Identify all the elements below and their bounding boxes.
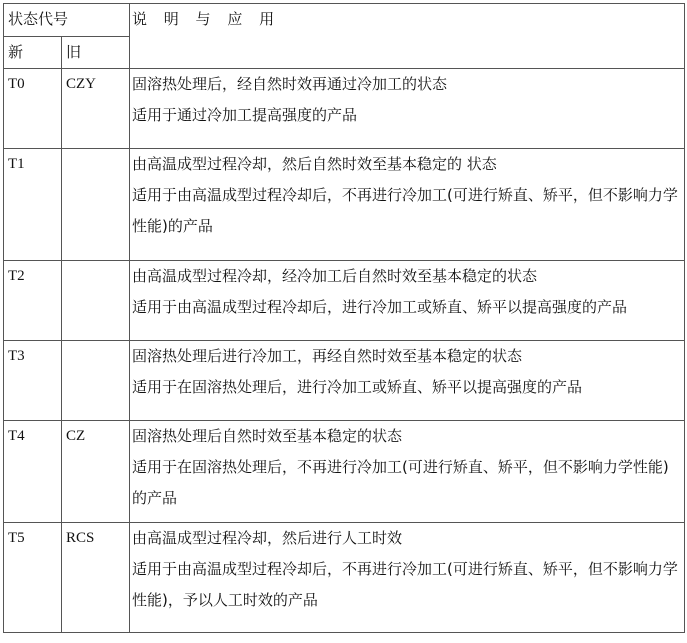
code-new: T3: [4, 341, 62, 421]
description-line-1: 由高温成型过程冷却，然后自然时效至基本稳定的 状态: [132, 155, 497, 173]
header-description-text: 说 明 与 应 用: [132, 10, 281, 28]
row-description: [130, 261, 685, 341]
row-description: [130, 69, 685, 149]
row-description: [130, 341, 685, 421]
description-line-2: 适用于在固溶热处理后，不再进行冷加工(可进行矫直、矫平，但不影响力学性能)的产品: [132, 458, 669, 507]
description-line-2: 适用于通过冷加工提高强度的产品: [132, 106, 358, 124]
description-line-1: 由高温成型过程冷却，然后进行人工时效: [132, 529, 403, 547]
code-new: T2: [4, 261, 62, 341]
table-row: [4, 421, 685, 523]
description-line-2: 适用于由高温成型过程冷却后，进行冷加工或矫直、矫平以提高强度的产品: [132, 298, 628, 316]
temper-designation-table: [3, 3, 685, 633]
description-line-2: 适用于在固溶热处理后，进行冷加工或矫直、矫平以提高强度的产品: [132, 378, 583, 396]
table-row: [4, 69, 685, 149]
table-row: [4, 149, 685, 261]
description-line-2: 适用于由高温成型过程冷却后，不再进行冷加工(可进行矫直、矫平，但不影响力学性能)的产品: [132, 186, 678, 235]
code-old: [62, 149, 130, 261]
code-old: [62, 341, 130, 421]
header-new: 新: [4, 37, 62, 69]
description-line-1: 固溶热处理后进行冷加工，再经自然时效至基本稳定的状态: [132, 347, 523, 365]
code-old: [62, 261, 130, 341]
table-row: [4, 261, 685, 341]
description-line-1: 由高温成型过程冷却，经冷加工后自然时效至基本稳定的状态: [132, 267, 538, 285]
code-new: T1: [4, 149, 62, 261]
header-description: [130, 4, 685, 69]
code-old: CZY: [62, 69, 130, 149]
code-new: T5: [4, 523, 62, 633]
code-old: RCS: [62, 523, 130, 633]
description-line-1: 固溶热处理后，经自然时效再通过冷加工的状态: [132, 75, 448, 93]
header-row-1: [4, 4, 685, 37]
header-status-code: 状态代号: [4, 4, 130, 37]
table-row: [4, 341, 685, 421]
description-line-2: 适用于由高温成型过程冷却后，不再进行冷加工(可进行矫直、矫平，但不影响力学性能)，予以人工时效的产品: [132, 560, 678, 609]
header-old: 旧: [62, 37, 130, 69]
row-description: [130, 421, 685, 523]
code-old: CZ: [62, 421, 130, 523]
description-line-1: 固溶热处理后自然时效至基本稳定的状态: [132, 427, 403, 445]
code-new: T0: [4, 69, 62, 149]
table-row: [4, 523, 685, 633]
row-description: [130, 149, 685, 261]
row-description: [130, 523, 685, 633]
code-new: T4: [4, 421, 62, 523]
